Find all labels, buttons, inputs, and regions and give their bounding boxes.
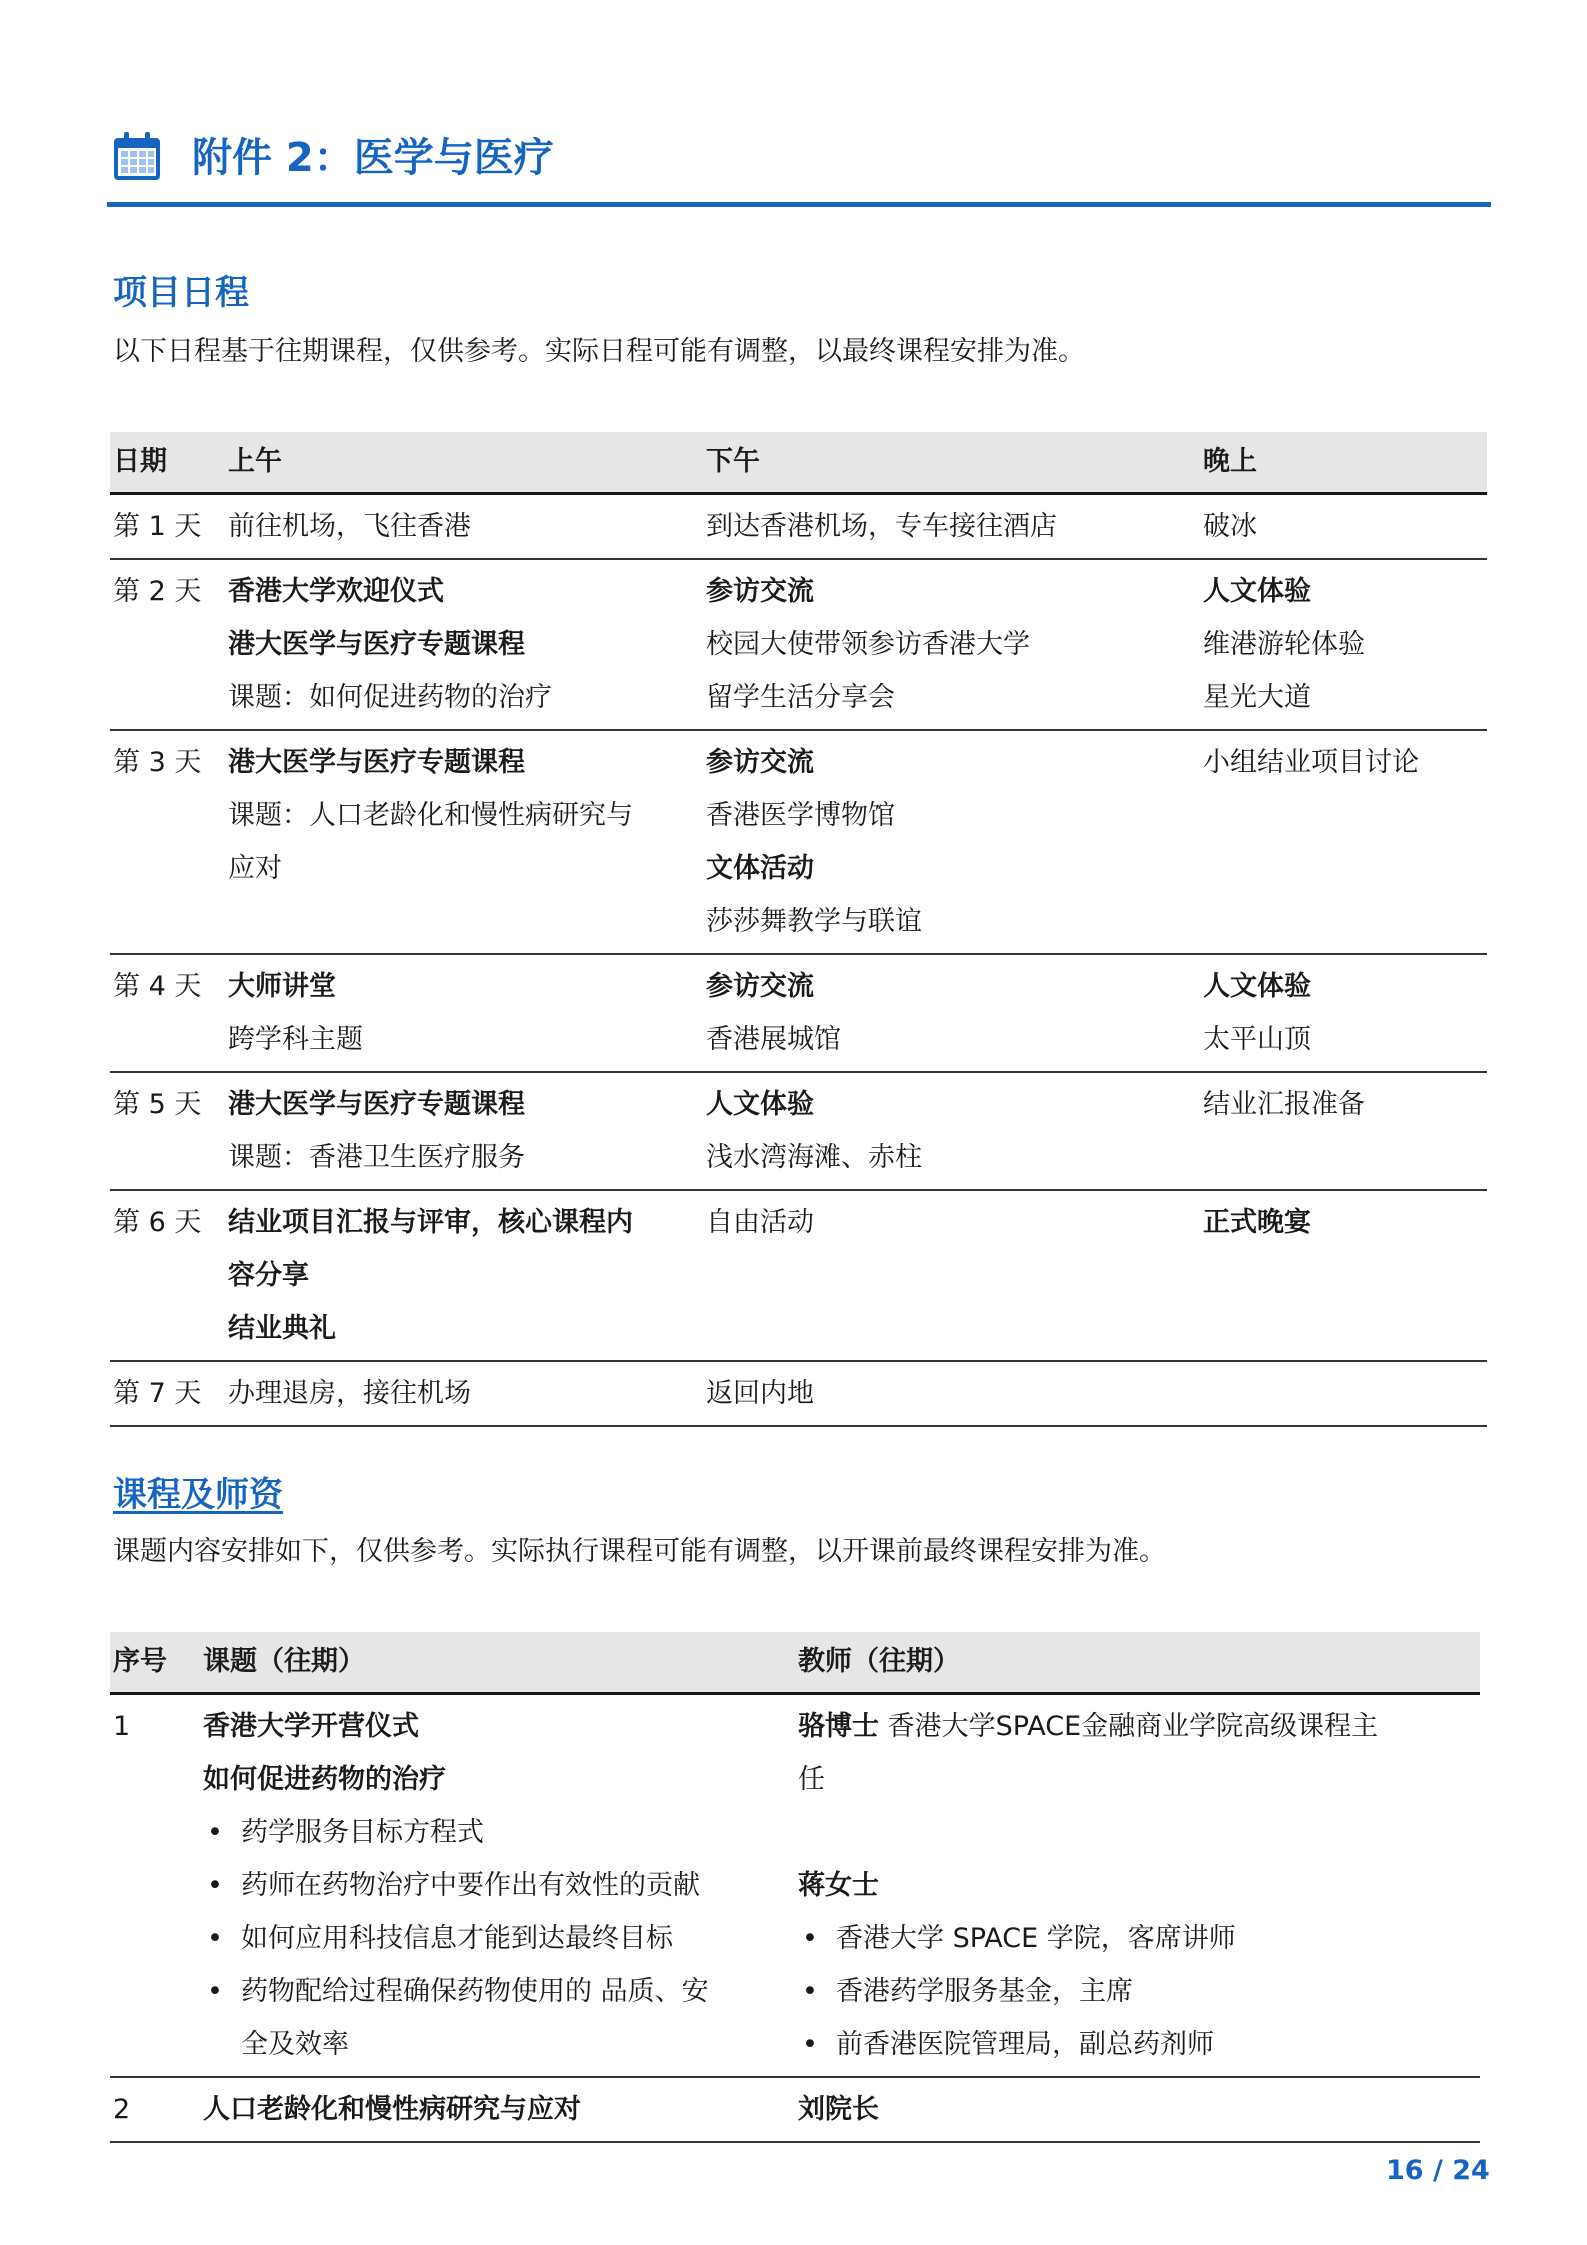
schedule-afternoon-cell [703, 730, 1200, 954]
schedule-section-intro: 以下日程基于往期课程，仅供参考。实际日程可能有调整，以最终课程安排为准。 [113, 336, 1085, 367]
schedule-day-cell: 第 3 天 [113, 747, 202, 778]
schedule-afternoon-item: 莎莎舞教学与联谊 [706, 906, 922, 937]
schedule-day-cell: 第 4 天 [113, 971, 202, 1002]
bullet-text: 药学服务目标方程式 [241, 1817, 484, 1848]
schedule-evening-cell [1200, 730, 1487, 954]
schedule-afternoon-item: 文体活动 [706, 853, 814, 884]
schedule-morning-cell [225, 954, 703, 1072]
bullet-marker: • [207, 1976, 223, 2007]
faculty-number-cell: 1 [113, 1711, 131, 1742]
topic-bullet-item: 全及效率 [241, 2029, 349, 2060]
teacher-detail: 前香港医院管理局，副总药剂师 [836, 2029, 1214, 2060]
header-divider [107, 202, 1491, 207]
faculty-topic-cell [200, 2077, 795, 2142]
bullet-marker: • [802, 2029, 818, 2060]
teacher-line [798, 1753, 1480, 1806]
schedule-morning-item: 香港大学欢迎仪式 [228, 576, 444, 607]
column-header-date: 日期 [110, 432, 225, 494]
schedule-header-row [110, 432, 1487, 494]
schedule-section-title: 项目日程 [113, 273, 249, 313]
schedule-morning-cell [225, 1072, 703, 1190]
schedule-afternoon-cell [703, 1072, 1200, 1190]
schedule-morning-item: 结业典礼 [228, 1313, 336, 1344]
schedule-row [110, 494, 1487, 560]
schedule-evening-item: 太平山顶 [1203, 1024, 1311, 1055]
bullet-marker: • [207, 1817, 223, 1848]
faculty-topic-cell [200, 1694, 795, 2078]
schedule-afternoon-cell [703, 559, 1200, 730]
teacher-name: 蒋女士 [798, 1870, 879, 1901]
bullet-text: 药师在药物治疗中要作出有效性的贡献 [241, 1870, 700, 1901]
schedule-row [110, 954, 1487, 1072]
schedule-morning-cell [225, 1190, 703, 1361]
schedule-afternoon-cell [703, 954, 1200, 1072]
faculty-section-intro: 课题内容安排如下，仅供参考。实际执行课程可能有调整，以开课前最终课程安排为准。 [113, 1536, 1166, 1567]
schedule-morning-item: 前往机场，飞往香港 [228, 511, 471, 542]
schedule-evening-cell [1200, 494, 1487, 560]
column-header-topic: 课题（往期） [200, 1632, 795, 1694]
schedule-evening-item: 星光大道 [1203, 682, 1311, 713]
schedule-morning-item: 港大医学与医疗专题课程 [228, 1089, 525, 1120]
teacher-line [798, 1965, 1480, 2018]
page-number: 16 / 24 [1386, 2155, 1490, 2186]
teacher-line [798, 1806, 1480, 1859]
schedule-afternoon-item: 香港展城馆 [706, 1024, 841, 1055]
schedule-afternoon-item: 自由活动 [706, 1207, 814, 1238]
topic-bullet-item [203, 1806, 795, 1859]
faculty-row [110, 2077, 1480, 2142]
schedule-afternoon-item: 参访交流 [706, 971, 814, 1002]
schedule-afternoon-item: 浅水湾海滩、赤柱 [706, 1142, 922, 1173]
topic-heading: 香港大学开营仪式 [203, 1711, 419, 1742]
schedule-morning-item: 课题：人口老龄化和慢性病研究与 [228, 800, 633, 831]
schedule-evening-item: 人文体验 [1203, 971, 1311, 1002]
topic-heading: 人口老龄化和慢性病研究与应对 [203, 2094, 581, 2125]
schedule-afternoon-item: 参访交流 [706, 576, 814, 607]
schedule-evening-item: 维港游轮体验 [1203, 629, 1365, 660]
schedule-morning-cell [225, 730, 703, 954]
teacher-name: 刘院长 [798, 2094, 879, 2125]
bullet-marker: • [802, 1976, 818, 2007]
schedule-morning-item: 跨学科主题 [228, 1024, 363, 1055]
teacher-detail: 香港大学 SPACE 学院，客席讲师 [836, 1923, 1236, 1954]
schedule-afternoon-item: 人文体验 [706, 1089, 814, 1120]
schedule-morning-item: 课题：如何促进药物的治疗 [228, 682, 552, 713]
schedule-day-cell: 第 2 天 [113, 576, 202, 607]
bullet-marker: • [207, 1923, 223, 1954]
schedule-morning-cell [225, 1361, 703, 1426]
teacher-line [798, 1912, 1480, 1965]
schedule-evening-item: 结业汇报准备 [1203, 1089, 1365, 1120]
schedule-morning-item: 港大医学与医疗专题课程 [228, 747, 525, 778]
schedule-morning-item: 应对 [228, 853, 282, 884]
faculty-row [110, 1694, 1480, 2078]
schedule-row [110, 730, 1487, 954]
schedule-day-cell: 第 6 天 [113, 1207, 202, 1238]
schedule-evening-item: 小组结业项目讨论 [1203, 747, 1419, 778]
schedule-morning-cell [225, 559, 703, 730]
schedule-day-cell: 第 7 天 [113, 1378, 202, 1409]
schedule-evening-item: 人文体验 [1203, 576, 1311, 607]
bullet-text: 如何应用科技信息才能到达最终目标 [241, 1923, 673, 1954]
document-header [110, 128, 1490, 206]
schedule-day-cell: 第 1 天 [113, 511, 202, 542]
schedule-afternoon-cell [703, 1361, 1200, 1426]
topic-bullet-item [203, 1912, 795, 1965]
schedule-afternoon-item: 留学生活分享会 [706, 682, 895, 713]
teacher-line [798, 2018, 1480, 2071]
schedule-afternoon-item: 返回内地 [706, 1378, 814, 1409]
faculty-teacher-cell [795, 1694, 1480, 2078]
schedule-morning-item: 容分享 [228, 1260, 309, 1291]
bullet-marker: • [802, 1923, 818, 1954]
schedule-afternoon-item: 到达香港机场，专车接往酒店 [706, 511, 1057, 542]
schedule-afternoon-cell [703, 1190, 1200, 1361]
schedule-morning-item: 大师讲堂 [228, 971, 336, 1002]
schedule-morning-item: 办理退房，接往机场 [228, 1378, 471, 1409]
schedule-evening-cell [1200, 1190, 1487, 1361]
column-header-teacher: 教师（往期） [795, 1632, 1480, 1694]
schedule-morning-item: 课题：香港卫生医疗服务 [228, 1142, 525, 1173]
schedule-evening-cell [1200, 559, 1487, 730]
schedule-evening-cell [1200, 1072, 1487, 1190]
schedule-table [110, 432, 1487, 1427]
schedule-afternoon-item: 参访交流 [706, 747, 814, 778]
page-title: 附件 2：医学与医疗 [192, 135, 554, 181]
faculty-teacher-cell [795, 2077, 1480, 2142]
schedule-morning-cell [225, 494, 703, 560]
schedule-evening-item: 正式晚宴 [1203, 1207, 1311, 1238]
schedule-row [110, 1361, 1487, 1426]
topic-bullet-item [203, 1965, 795, 2018]
column-header-evening: 晚上 [1200, 432, 1487, 494]
schedule-afternoon-item: 香港医学博物馆 [706, 800, 895, 831]
schedule-row [110, 1072, 1487, 1190]
topic-bullet-item [203, 1859, 795, 1912]
teacher-detail: 任 [798, 1764, 825, 1795]
schedule-row [110, 559, 1487, 730]
schedule-morning-item: 结业项目汇报与评审，核心课程内 [228, 1207, 633, 1238]
bullet-marker: • [207, 1870, 223, 1901]
faculty-table [110, 1632, 1480, 2143]
schedule-morning-item: 港大医学与医疗专题课程 [228, 629, 525, 660]
faculty-section-title: 课程及师资 [113, 1475, 283, 1515]
schedule-evening-item: 破冰 [1203, 511, 1257, 542]
bullet-text: 药物配给过程确保药物使用的 品质、安 [241, 1976, 709, 2007]
column-header-afternoon: 下午 [703, 432, 1200, 494]
teacher-detail: 香港药学服务基金，主席 [836, 1976, 1133, 2007]
teacher-line [798, 1700, 1480, 1753]
column-header-number: 序号 [110, 1632, 200, 1694]
column-header-morning: 上午 [225, 432, 703, 494]
teacher-line [798, 1859, 1480, 1912]
schedule-afternoon-item: 校园大使带领参访香港大学 [706, 629, 1030, 660]
schedule-row [110, 1190, 1487, 1361]
schedule-evening-cell [1200, 1361, 1487, 1426]
calendar-icon [112, 130, 162, 182]
faculty-header-row [110, 1632, 1480, 1694]
teacher-line [798, 2083, 1480, 2136]
topic-heading: 如何促进药物的治疗 [203, 1764, 446, 1795]
schedule-day-cell: 第 5 天 [113, 1089, 202, 1120]
teacher-name: 骆博士 [798, 1711, 879, 1742]
teacher-detail: 香港大学SPACE金融商业学院高级课程主 [879, 1711, 1379, 1742]
schedule-evening-cell [1200, 954, 1487, 1072]
faculty-number-cell: 2 [113, 2094, 131, 2125]
schedule-afternoon-cell [703, 494, 1200, 560]
